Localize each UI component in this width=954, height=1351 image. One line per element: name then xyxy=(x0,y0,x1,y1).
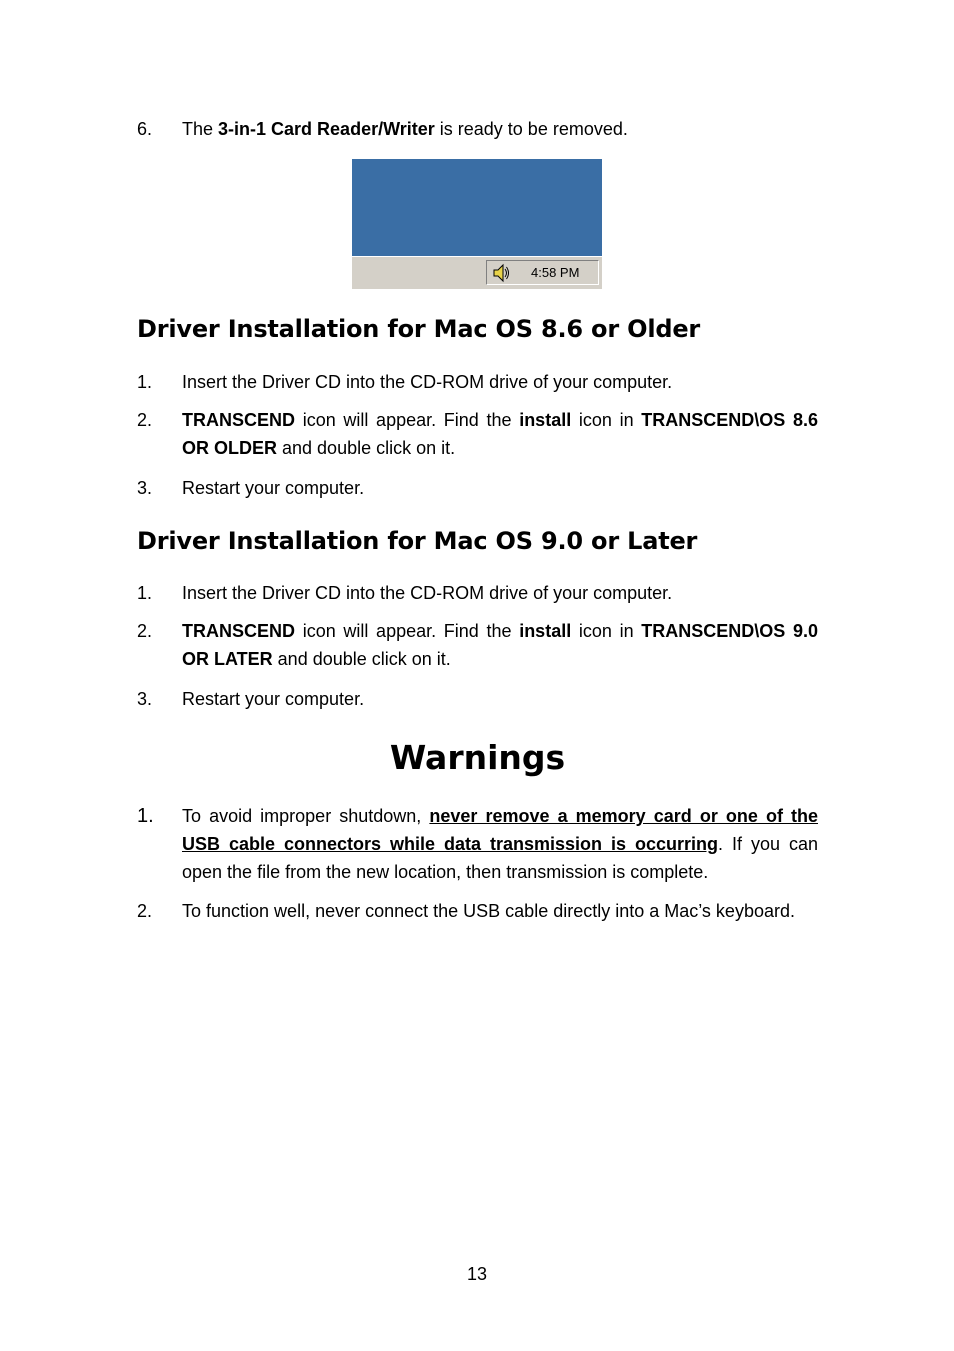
item-text: Restart your computer. xyxy=(182,689,365,709)
section-heading-mac-86: Driver Installation for Mac OS 8.6 or Older xyxy=(137,315,701,343)
list-item xyxy=(137,579,818,607)
item-number: 6. xyxy=(137,119,153,139)
section-heading-mac-90: Driver Installation for Mac OS 9.0 or Later xyxy=(137,527,698,555)
product-name: 3-in-1 Card Reader/Writer xyxy=(218,119,435,139)
item-number: 1. xyxy=(137,805,154,827)
item-number: 1. xyxy=(137,372,153,392)
list-item xyxy=(137,474,818,502)
taskbar-screenshot xyxy=(352,159,602,289)
list-item xyxy=(137,368,818,396)
desktop-background xyxy=(352,159,602,256)
list-item-step-6 xyxy=(137,115,818,143)
list-item xyxy=(137,617,818,673)
speaker-icon[interactable] xyxy=(491,263,511,283)
item-number: 2. xyxy=(137,901,153,921)
warning-item xyxy=(137,802,818,886)
item-number: 3. xyxy=(137,478,153,498)
warnings-heading: Warnings xyxy=(389,738,566,777)
clock-readout[interactable]: 4:58 PM xyxy=(531,265,580,280)
item-text: The 3-in-1 Card Reader/Writer is ready to be removed. xyxy=(182,119,628,139)
page-number: 13 xyxy=(466,1264,488,1284)
system-tray xyxy=(486,260,599,285)
list-item xyxy=(137,685,818,713)
item-number: 2. xyxy=(137,410,153,430)
item-text: To function well, never connect the USB cable directly into a Mac’s keyboard. xyxy=(182,901,795,921)
warning-emphasis: never remove a memory card or one of the USB cable connectors while data transmission is occurring xyxy=(182,806,818,854)
taskbar xyxy=(352,256,602,289)
item-text: Insert the Driver CD into the CD-ROM drive of your computer. xyxy=(182,372,673,392)
item-number: 1. xyxy=(137,583,153,603)
warning-item xyxy=(137,897,818,925)
item-text: Restart your computer. xyxy=(182,478,365,498)
item-number: 2. xyxy=(137,621,153,641)
item-text: TRANSCEND icon will appear. Find the install icon in TRANSCEND\OS 8.6 OR OLDER and double click on it. xyxy=(182,410,818,458)
item-text: TRANSCEND icon will appear. Find the install icon in TRANSCEND\OS 9.0 OR LATER and double click on it. xyxy=(182,621,818,669)
item-text: Insert the Driver CD into the CD-ROM drive of your computer. xyxy=(182,583,673,603)
list-item xyxy=(137,406,818,462)
item-text: To avoid improper shutdown, never remove a memory card or one of the USB cable connectors while data transmission is occurring. If you can open the file from the new location, then transmission is complete. xyxy=(182,806,818,882)
item-number: 3. xyxy=(137,689,153,709)
